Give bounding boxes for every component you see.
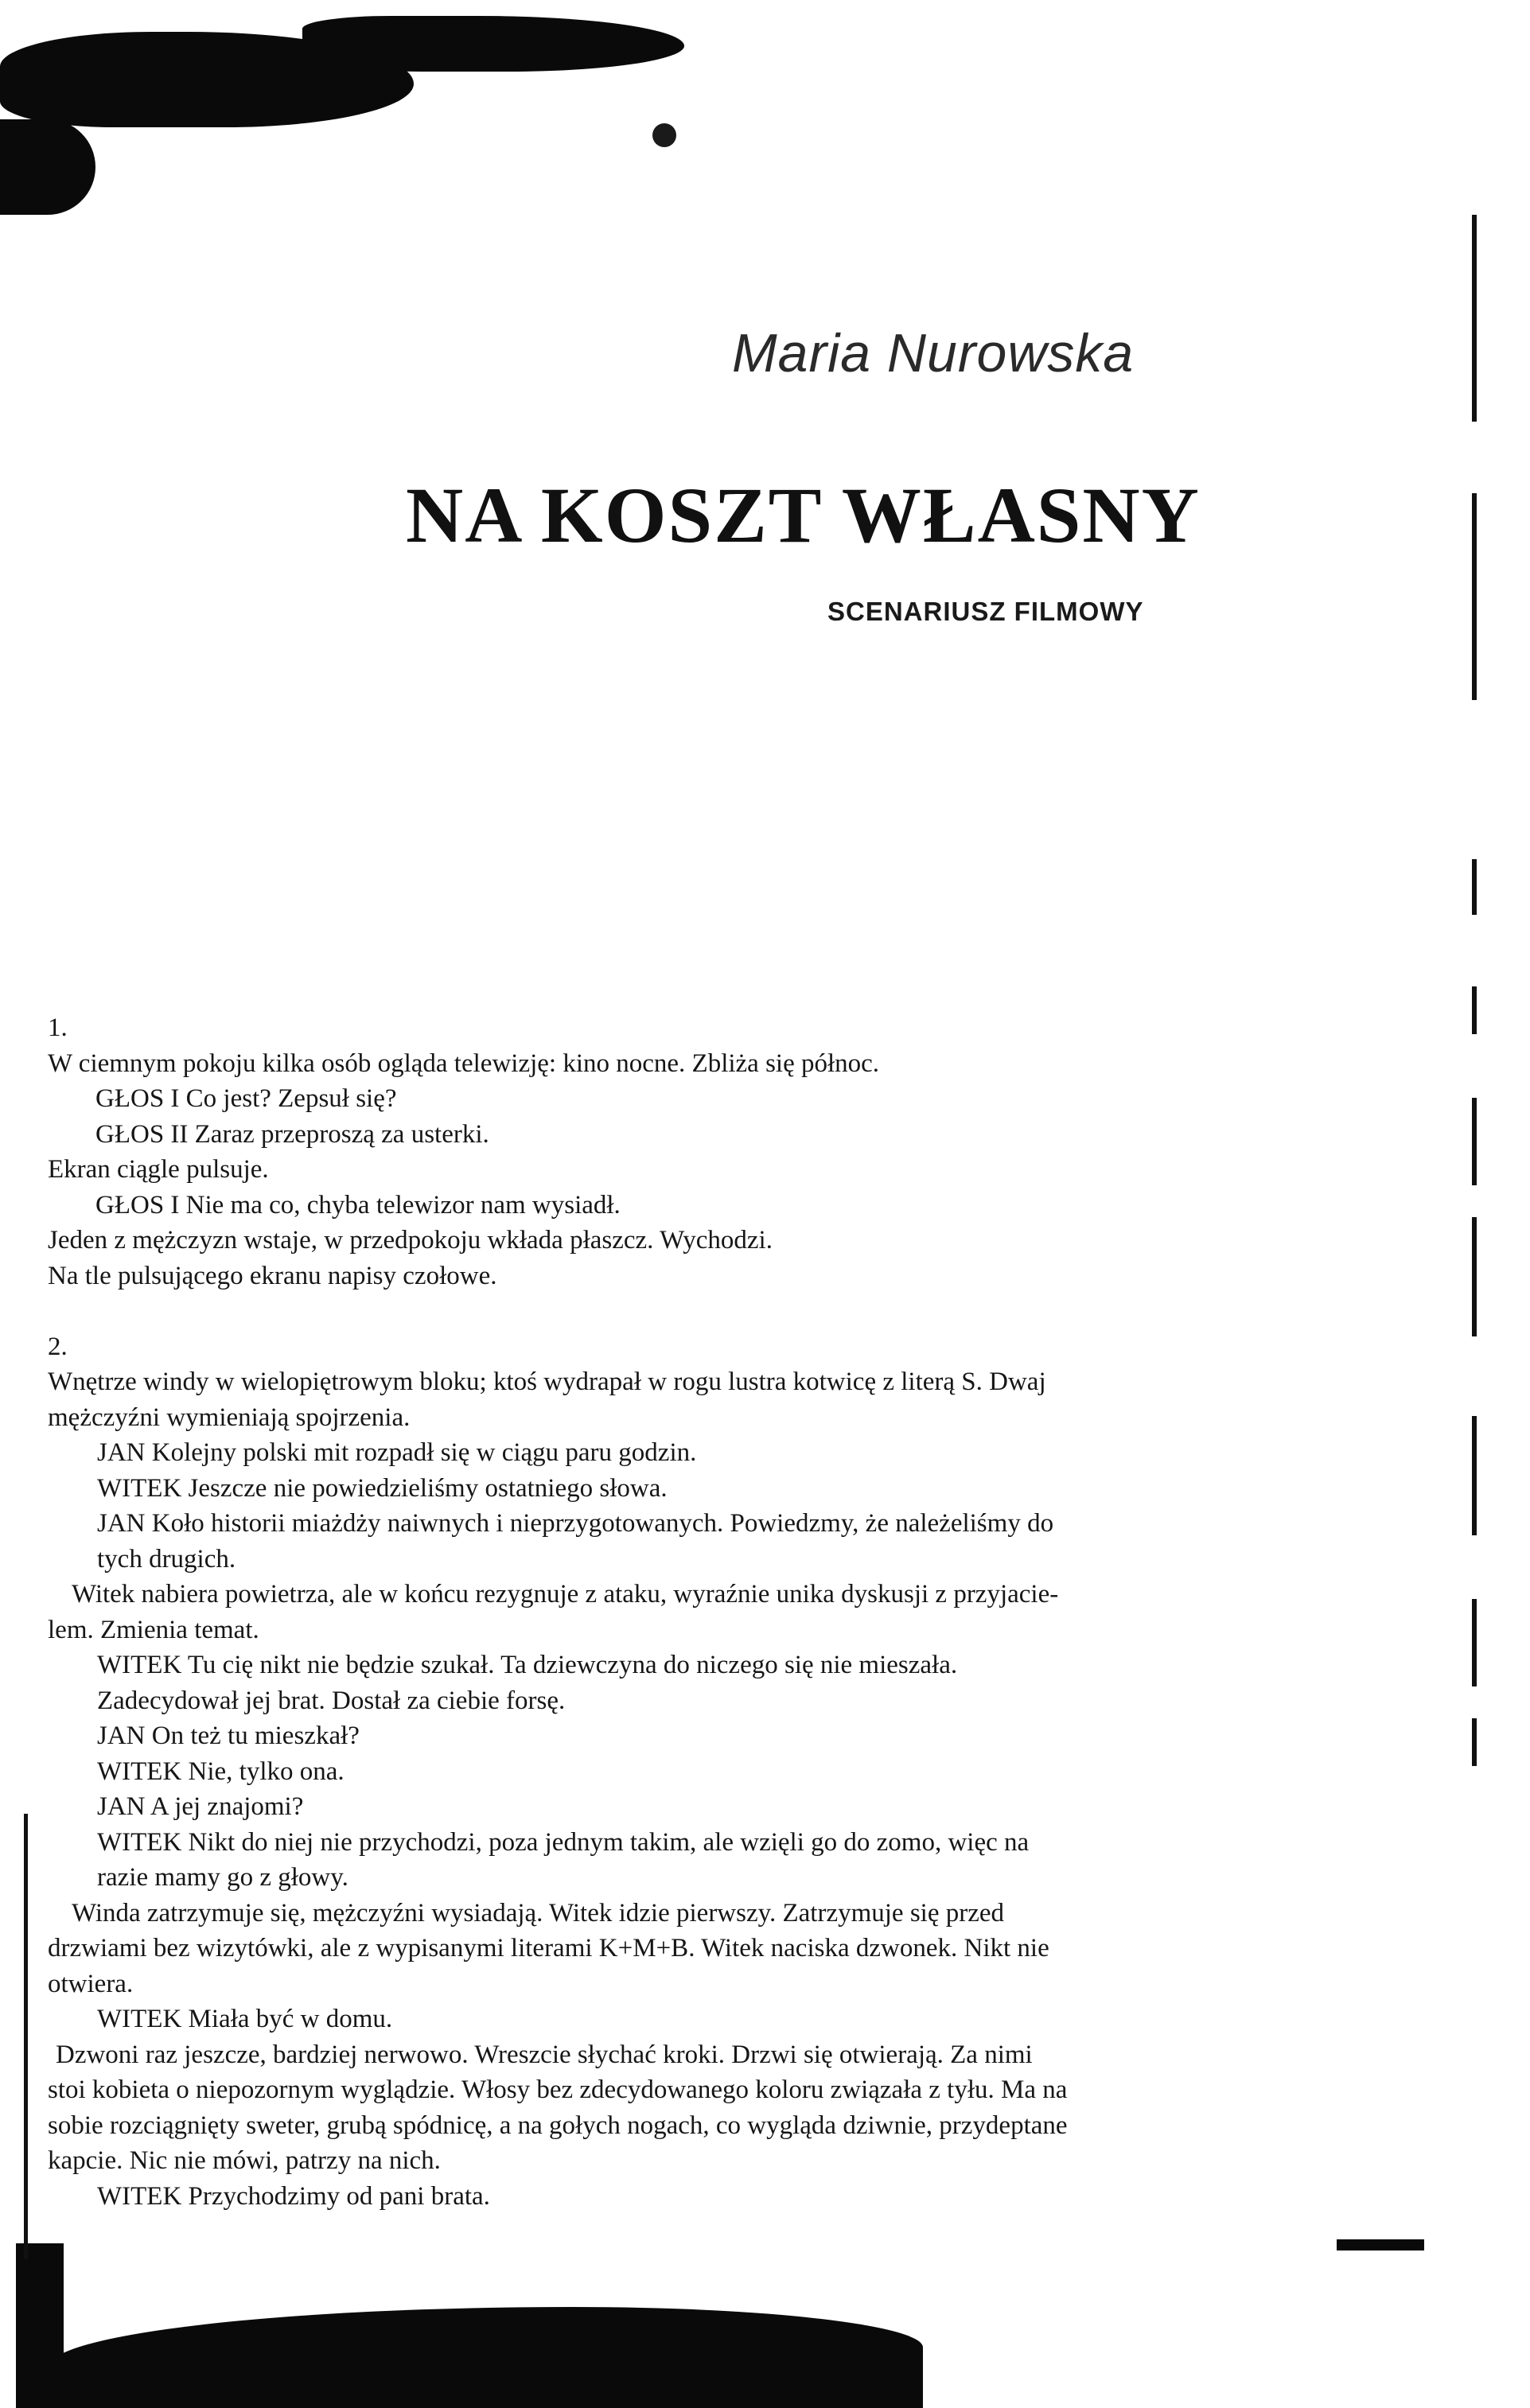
scene-line: JAN On też tu mieszkał? [97, 1721, 360, 1750]
scene-line: GŁOS II Zaraz przeproszą za usterki. [95, 1119, 489, 1149]
scene-line: WITEK Przychodzimy od pani brata. [97, 2181, 490, 2211]
scene-number: 1. [48, 1013, 68, 1042]
scene-line: razie mamy go z głowy. [97, 1863, 348, 1892]
scene-line: Jeden z mężczyzn wstaje, w przedpokoju wkłada płaszcz. Wychodzi. [48, 1226, 773, 1255]
scan-edge-line-8 [1472, 1599, 1477, 1686]
scan-edge-line-4 [1472, 986, 1477, 1034]
book-subtitle: SCENARIUSZ FILMOWY [827, 597, 1144, 626]
book-title: NA KOSZT WŁASNY [406, 471, 1201, 559]
scene-line: Ekran ciągle pulsuje. [48, 1155, 269, 1184]
scene-line: Winda zatrzymuje się, mężczyźni wysiadają. Witek idzie pierwszy. Zatrzymuje się przed [72, 1898, 1005, 1928]
scan-edge-line-2 [1472, 493, 1477, 700]
scene-line: Witek nabiera powietrza, ale w końcu rezygnuje z ataku, wyraźnie unika dyskusji z przyjacie- [72, 1580, 1059, 1609]
scene-line: WITEK Tu cię nikt nie będzie szukał. Ta dziewczyna do niczego się nie mieszała. [97, 1651, 958, 1679]
scan-edge-line-7 [1472, 1416, 1477, 1535]
scene-line: GŁOS I Nie ma co, chyba telewizor nam wysiadł. [95, 1190, 621, 1220]
scene-line: WITEK Miała być w domu. [97, 2005, 393, 2033]
scene-line: WITEK Jeszcze nie powiedzieliśmy ostatniego słowa. [97, 1473, 668, 1503]
scan-blot-bottom-left [16, 2243, 64, 2408]
scene-line: WITEK Nikt do niej nie przychodzi, poza jednym takim, ale wzięli go do zomo, więc na [97, 1827, 1030, 1857]
scan-blot-bottom [48, 2307, 923, 2408]
scan-speck [652, 123, 676, 147]
scan-edge-line-9 [1472, 1718, 1477, 1766]
scan-blot-bottom-right [1337, 2239, 1424, 2250]
scan-blot-top-strip [302, 16, 684, 72]
scan-edge-line-3 [1472, 859, 1477, 915]
scene-line: Zadecydował jej brat. Dostał za ciebie forsę. [97, 1686, 566, 1715]
scene-line: tych drugich. [97, 1544, 236, 1574]
scene-line: kapcie. Nic nie mówi, patrzy na nich. [48, 2146, 441, 2175]
scene-number: 2. [48, 1332, 68, 1361]
scan-edge-line-6 [1472, 1217, 1477, 1336]
scene-line: drzwiami bez wizytówki, ale z wypisanymi literami K+M+B. Witek naciska dzwonek. Nikt nie [48, 1934, 1049, 1963]
scene-line: stoi kobieta o niepozornym wyglądzie. Włosy bez zdecydowanego koloru związała z tyłu. Ma na [48, 2075, 1068, 2104]
scene-line: Wnętrze windy w wielopiętrowym bloku; ktoś wydrapał w rogu lustra kotwicę z literą S. Dwaj [48, 1367, 1046, 1396]
scene-line: WITEK Nie, tylko ona. [97, 1756, 345, 1786]
scene-line: Dzwoni raz jeszcze, bardziej nerwowo. Wreszcie słychać kroki. Drzwi się otwierają. Za nimi [56, 2040, 1033, 2069]
scene-line: W ciemnym pokoju kilka osób ogląda telewizję: kino nocne. Zbliża się północ. [48, 1048, 880, 1078]
screenplay-text [48, 1010, 1178, 2214]
scan-edge-line-1 [1472, 215, 1477, 422]
scene-line: Na tle pulsującego ekranu napisy czołowe. [48, 1261, 497, 1290]
scene-line: lem. Zmienia temat. [48, 1615, 259, 1644]
scene-line: JAN Koło historii miażdży naiwnych i nieprzygotowanych. Powiedzmy, że należeliśmy do [97, 1509, 1054, 1538]
scene-line: GŁOS I Co jest? Zepsuł się? [95, 1084, 397, 1113]
scan-edge-line-5 [1472, 1098, 1477, 1185]
scene-line: otwiera. [48, 1969, 134, 1998]
scene-line: JAN A jej znajomi? [97, 1792, 304, 1821]
author-name: Maria Nurowska [732, 323, 1135, 383]
scene-line: JAN Kolejny polski mit rozpadł się w ciągu paru godzin. [97, 1438, 697, 1467]
scan-edge-line-left [24, 1814, 28, 2259]
scene-line: sobie rozciągnięty sweter, grubą spódnicę, a na gołych nogach, co wygląda dziwnie, przydeptane [48, 2110, 1068, 2140]
scene-line: mężczyźni wymieniają spojrzenia. [48, 1402, 411, 1432]
scan-blot-top-left-tail [0, 119, 95, 215]
